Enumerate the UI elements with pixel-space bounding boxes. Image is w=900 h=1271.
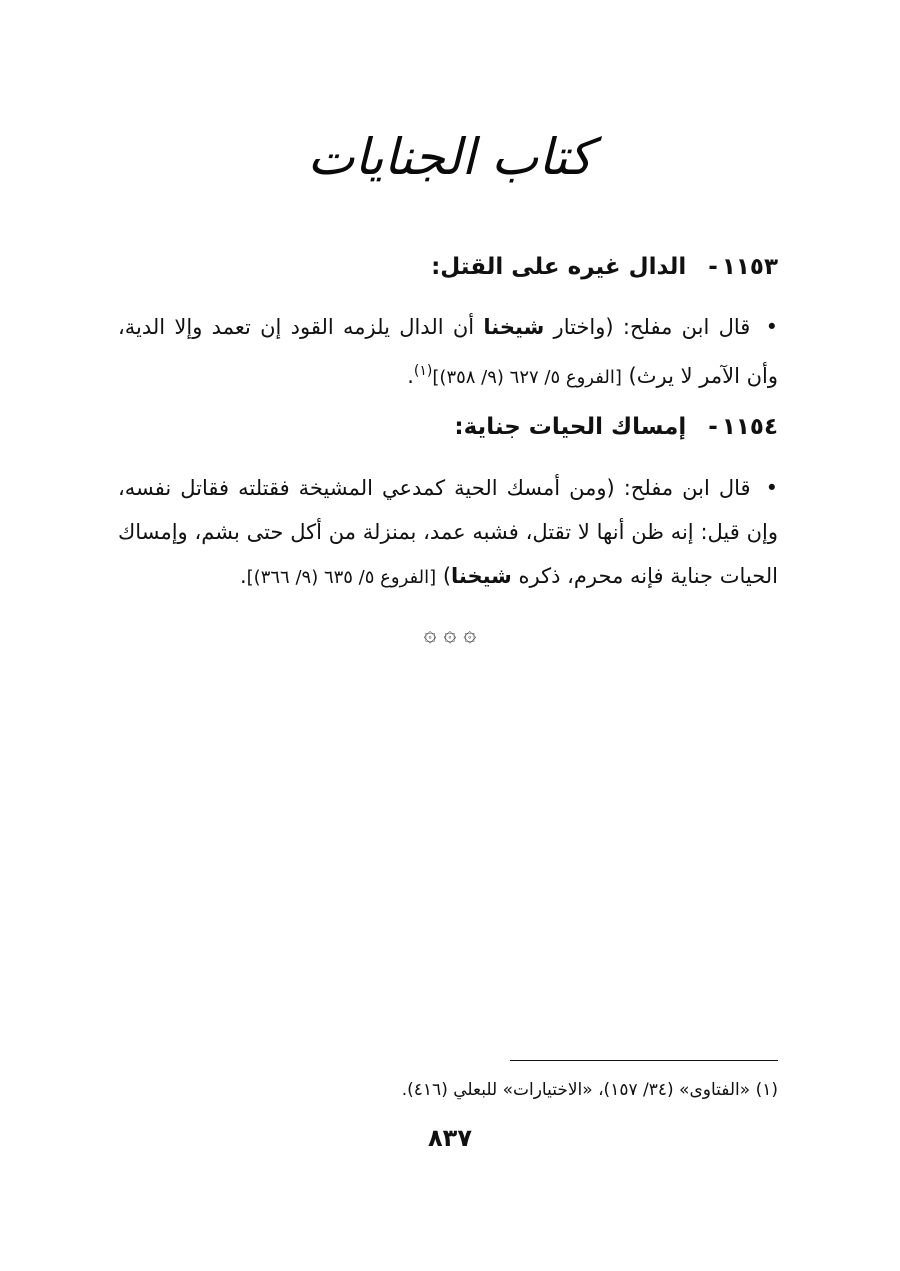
section-heading [431,254,778,280]
section-dash: - [708,414,718,440]
book-title: كتاب الجنايات [307,128,593,186]
highlight-text: شيخنا [451,564,512,588]
section-heading [454,414,778,440]
section-paragraph [118,466,778,600]
sentence-end: . [239,564,247,588]
sentence-end: . [407,364,414,388]
paragraph-text: قال ابن مفلح: (واختار [553,315,751,339]
bullet-icon: • [765,476,778,500]
highlight-text: شيخنا [483,315,545,339]
page-number: ٨٣٧ [428,1124,472,1152]
section-number: ١١٥٤ [721,414,778,440]
section-dash: - [708,254,718,280]
footnote-marker: (١) [413,363,433,379]
section-title: إمساك الحيات جناية: [454,414,687,440]
paragraph-text: أن الدال يلزمه القود إن تعمد وإلا الدية، وأن الآمر لا يرث) [118,315,778,388]
bullet-icon: • [765,315,778,339]
paragraph-text: ) [442,564,452,588]
section-paragraph [118,305,778,400]
footnote-separator [510,1060,778,1061]
footnote: (١) «الفتاوى» (٣٤/ ١٥٧)، «الاختيارات» للبعلي (٤١٦). [401,1080,778,1100]
section-number: ١١٥٣ [721,254,778,280]
reference-citation: [الفروع ٥/ ٦٢٧ (٩/ ٣٥٨)] [432,367,622,388]
paragraph-text: قال ابن مفلح: (ومن أمسك الحية كمدعي المشيخة فقتلته فقاتل نفسه، وإن قيل: إنه ظن أنها لا تقتل، فشبه عمد، بمنزلة من أكل حتى بشم، وإمساك الحيات جناية فإنه محرم، ذكره [118,476,778,588]
section-title: الدال غيره على القتل: [431,254,687,280]
ornament-divider-icon: ۞ ۞ ۞ [423,622,477,647]
reference-citation: [الفروع ٥/ ٦٣٥ (٩/ ٣٦٦)] [246,567,437,588]
